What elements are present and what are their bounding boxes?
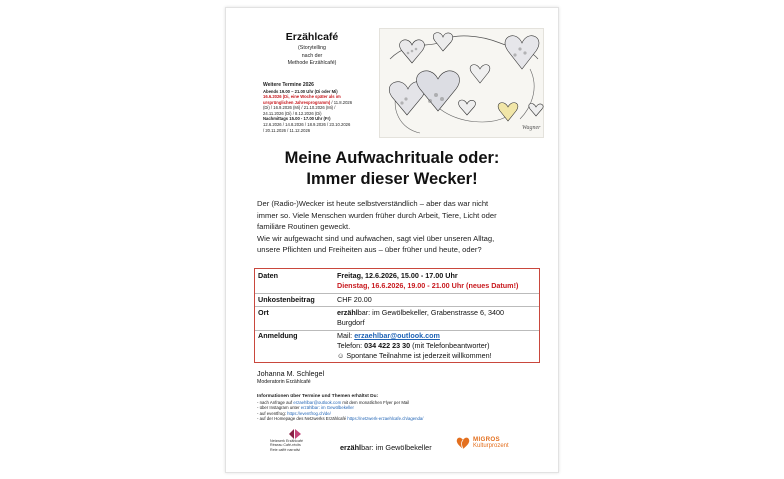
row-divider bbox=[255, 306, 539, 307]
netzwerk-link[interactable]: https://netzwerk-erzaehlcafe.ch/agenda/ bbox=[347, 416, 424, 422]
termine-heading: Weitere Termine 2026 bbox=[263, 82, 314, 88]
footer-email-link[interactable]: erzaehlbar@outlook.com bbox=[293, 399, 342, 405]
erzaehlbar-logo: erzählbar: im Gewölbekeller bbox=[340, 443, 432, 452]
email-link[interactable]: erzaehlbar@outlook.com bbox=[354, 331, 440, 340]
moderator-signature: Johanna M. Schlegel Moderatorin Erzählcafé bbox=[257, 369, 325, 385]
artwork-drawing bbox=[380, 29, 545, 139]
phone-number: 034 422 23 30 bbox=[364, 341, 411, 351]
eventfrog-link[interactable]: https://eventfrog.ch/de/ bbox=[287, 410, 331, 416]
flyer-title: Erzählcafé bbox=[285, 31, 339, 43]
footer-info: Informationen über Termine und Themen erhältst Du: - nach Anfrage auf erzaehlbar@outlook.com mit dem monatlichen Flyer per Mail - über Instagram unter erzählbar: im Gewölbekeller - auf eventfrog: https://eventfrog.ch/de/ - auf der Homepage des Netzwerks Erzählcafé https://netzwerk-erzaehlcafe.ch/agenda/ bbox=[257, 394, 424, 422]
intro-text: Der (Radio-)Wecker ist heute selbstverständlich – aber das war nicht immer so. Viele Menschen wurden früher durch Arbeit, Tiere, Licht oder familiäre Routinen geweckt. Wie wir aufgewacht sind und aufwachen, sagt viel über unseren Alltag, unsere Pflichten und Freiheiten aus – über früher und heute, oder? bbox=[257, 199, 497, 255]
info-box: Daten Freitag, 12.6.2026, 15.00 - 17.00 Uhr Dienstag, 16.6.2026, 19.00 - 21.00 Uhr (neues Datum!) Unkostenbeitrag CHF 20.00 Ort erzählbar: im Gewölbekeller, Grabenstrasse 6, 3400 Burgdorf Anmeldung Mail: erzaehlbar@outlook.com Telefon: 034 422 23 30 (mit Telefonbeantworter) ☺ Spontane Teilnahme ist jederzeit willkommen! bbox=[254, 268, 540, 363]
row-divider bbox=[255, 293, 539, 294]
artwork-image bbox=[379, 28, 544, 138]
headline: Meine Aufwachrituale oder: Immer dieser Wecker! bbox=[284, 149, 500, 188]
termine-block: Weitere Termine 2026 Abends 19.00 – 21.00 Uhr (Di oder Mi) 16.6.2026 (Di, eine Woche später als im ursprünglichen Jahresprogramm) / 11.8.2026 (Di) / 16.9.2026 (Mi) / 21.10.2026 (Mi) / 24.11.2026 (Di) / 8.12.2026 (Di) Nachmittags 15.00 - 17.00 Uhr (Fr) 12.6.2026 / 14.8.2026 / 18.9.2026 / 23.10.2026 / 20.11.2026 / 11.12.2026 bbox=[263, 82, 377, 133]
migros-logo: MIGROS Kulturprozent bbox=[456, 435, 536, 455]
netzwerk-logo: Netzwerk Erzählcafé Réseau Café-récits Rete caffè narrativi bbox=[270, 428, 330, 458]
flyer-subtitle: (Storytelling nach der Methode Erzählcafé) bbox=[287, 45, 337, 67]
artwork-signature: Wagner bbox=[522, 125, 541, 131]
migros-heart-icon bbox=[456, 436, 470, 450]
spontan-note: ☺ Spontane Teilnahme ist jederzeit willkommen! bbox=[337, 351, 492, 361]
instagram-link[interactable]: erzählbar: im Gewölbekeller bbox=[300, 405, 354, 411]
